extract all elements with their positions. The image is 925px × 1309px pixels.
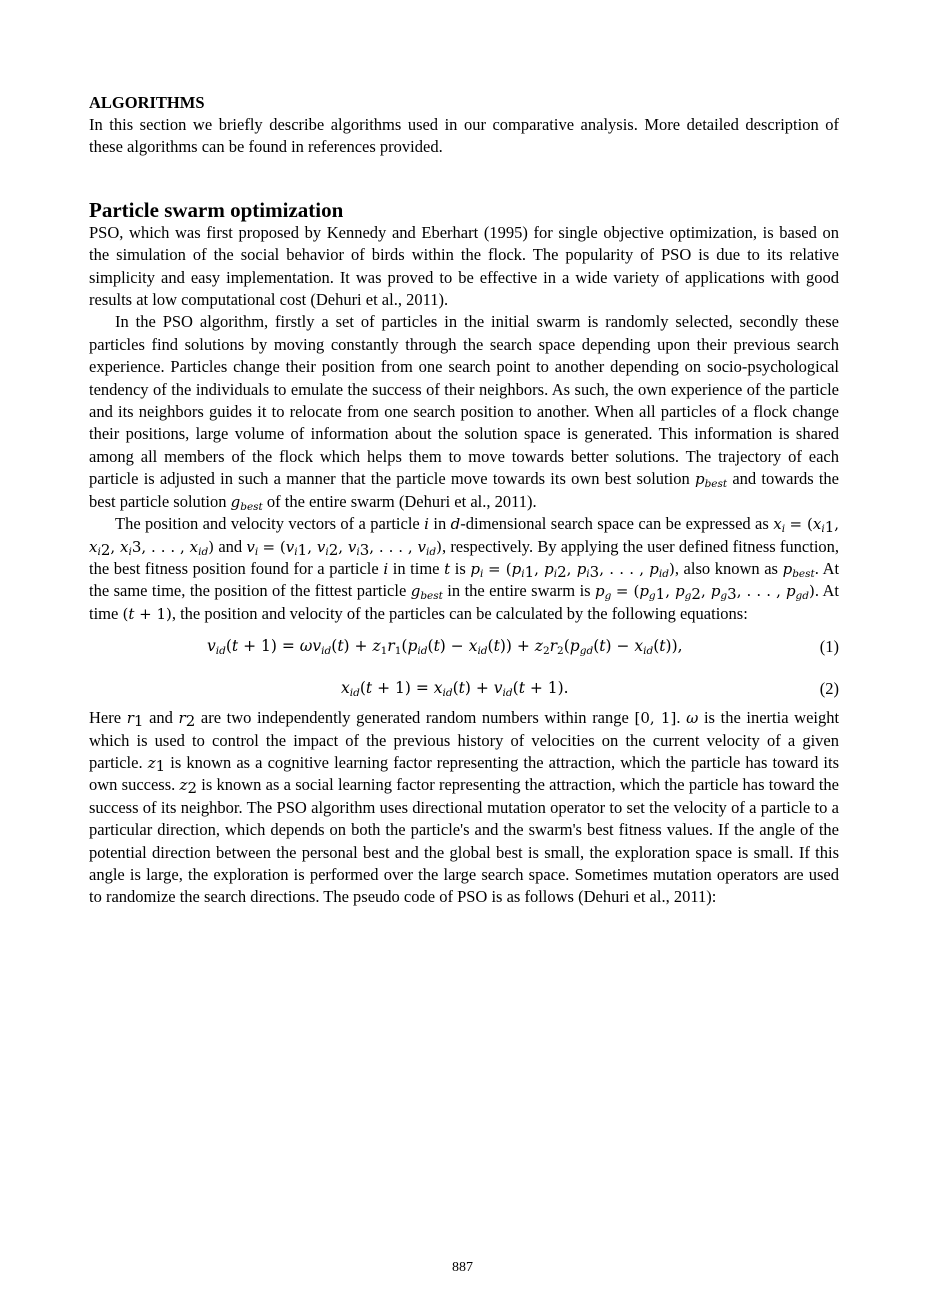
equation-2 (89, 679, 839, 701)
section-heading: ALGORITHMS (89, 93, 205, 112)
paragraph-2: In the PSO algorithm, firstly a set of particles in the initial swarm is randomly selected, secondly these particles find solutions by moving constantly through the search space depending upon their previous search experience. Particles change their position from one search point to another depending on socio-psychological tendency of the individuals to emulate the success of their neighbors. As such, the own experience of the particle and its neighbors guides it to relocate from one search position to another. When all particles of a flock change their positions, large volume of information about the solution space is generated. This information is shared among all members of the flock which helps them to move towards better solutions. The trajectory of each particle is adjusted in such a manner that the particle move towards its own best solution $p_{best}$ and towards the best particle solution $g_{best}$ of the entire swarm (Dehuri et al., 2011). (89, 312, 840, 513)
paragraph-4: Here $r_1$ and $r_2$ are two independently generated random numbers within range [0, 1]. ω is the inertia weight which is used to control the impact of the previous history of velocities on the current velocity of a given particle. $z_1$ is known as a cognitive learning factor representing the attraction, which the particle has toward its own success. $z_2$ is known as a social learning factor representing the attraction, which the particle has toward the success of its neighbor. The PSO algorithm uses directional mutation operator to set the velocity of a particle to a particular direction, which depends on both the particle's and the swarm's best fitness values. If the angle of the potential direction between the personal best and the global best is small, the exploration space is small. If this angle is large, the exploration is performed over the large search space. Sometimes mutation operators are used to randomize the search directions. The pseudo code of PSO is as follows (Dehuri et al., 2011): (89, 708, 840, 907)
equation-1 (89, 637, 839, 659)
paragraph-3: The position and velocity vectors of a particle i in d-dimensional search space can be expressed as $x_i = (x_{i1}$, $x_{i2}$, $x_i3$, . . . , $x_{id}$) and $v_i = (v_{i1}$, $v_{i2}$, $v_{i3}$, . . . , $v_{id}$), respectively. By applying the user defined fitness function, the best fitness position found for a particle i in time t is $p_i = (p_{i1}$, $p_{i2}$, $p_{i3}$, . . . , $p_{id}$), also known as $p_{best}$. At the same time, the position of the fittest particle $g_{best}$ in the entire swarm is $p_g = (p_{g1}$, $p_{g2}$, $p_{g3}$, . . . , $p_{gd}$). At time (t + 1), the position and velocity of the particles can be calculated by the following equations: (89, 514, 840, 623)
equation-1-body: $v_{id}(t + 1) = \omega v_{id}(t) + z_1r_1(p_{id}(t) - x_{id}(t)) + z_2r_2(p_{gd}(t) - x_{id}(t))$, (207, 637, 683, 658)
page-content (89, 92, 839, 909)
equation-2-number: (2) (819, 679, 839, 699)
equation-2-body: $x_{id}(t + 1) = x_{id}(t) + v_{id}(t + 1)$. (341, 679, 569, 700)
paragraph-1: PSO, which was first proposed by Kennedy and Eberhart (1995) for single objective optimization, is based on the simulation of the social behavior of birds within the flock. The popularity of PSO is due to its relative simplicity and easy implementation. It was proved to be effective in a wide variety of applications with good results at low computational cost (Dehuri et al., 2011). (89, 222, 839, 310)
page-number: 887 (452, 1260, 473, 1275)
subsection-heading: Particle swarm optimization (89, 197, 344, 222)
section-intro: In this section we briefly describe algorithms used in our comparative analysis. More detailed description of these algorithms can be found in references provided. (89, 115, 839, 157)
equation-1-number: (1) (819, 637, 839, 657)
